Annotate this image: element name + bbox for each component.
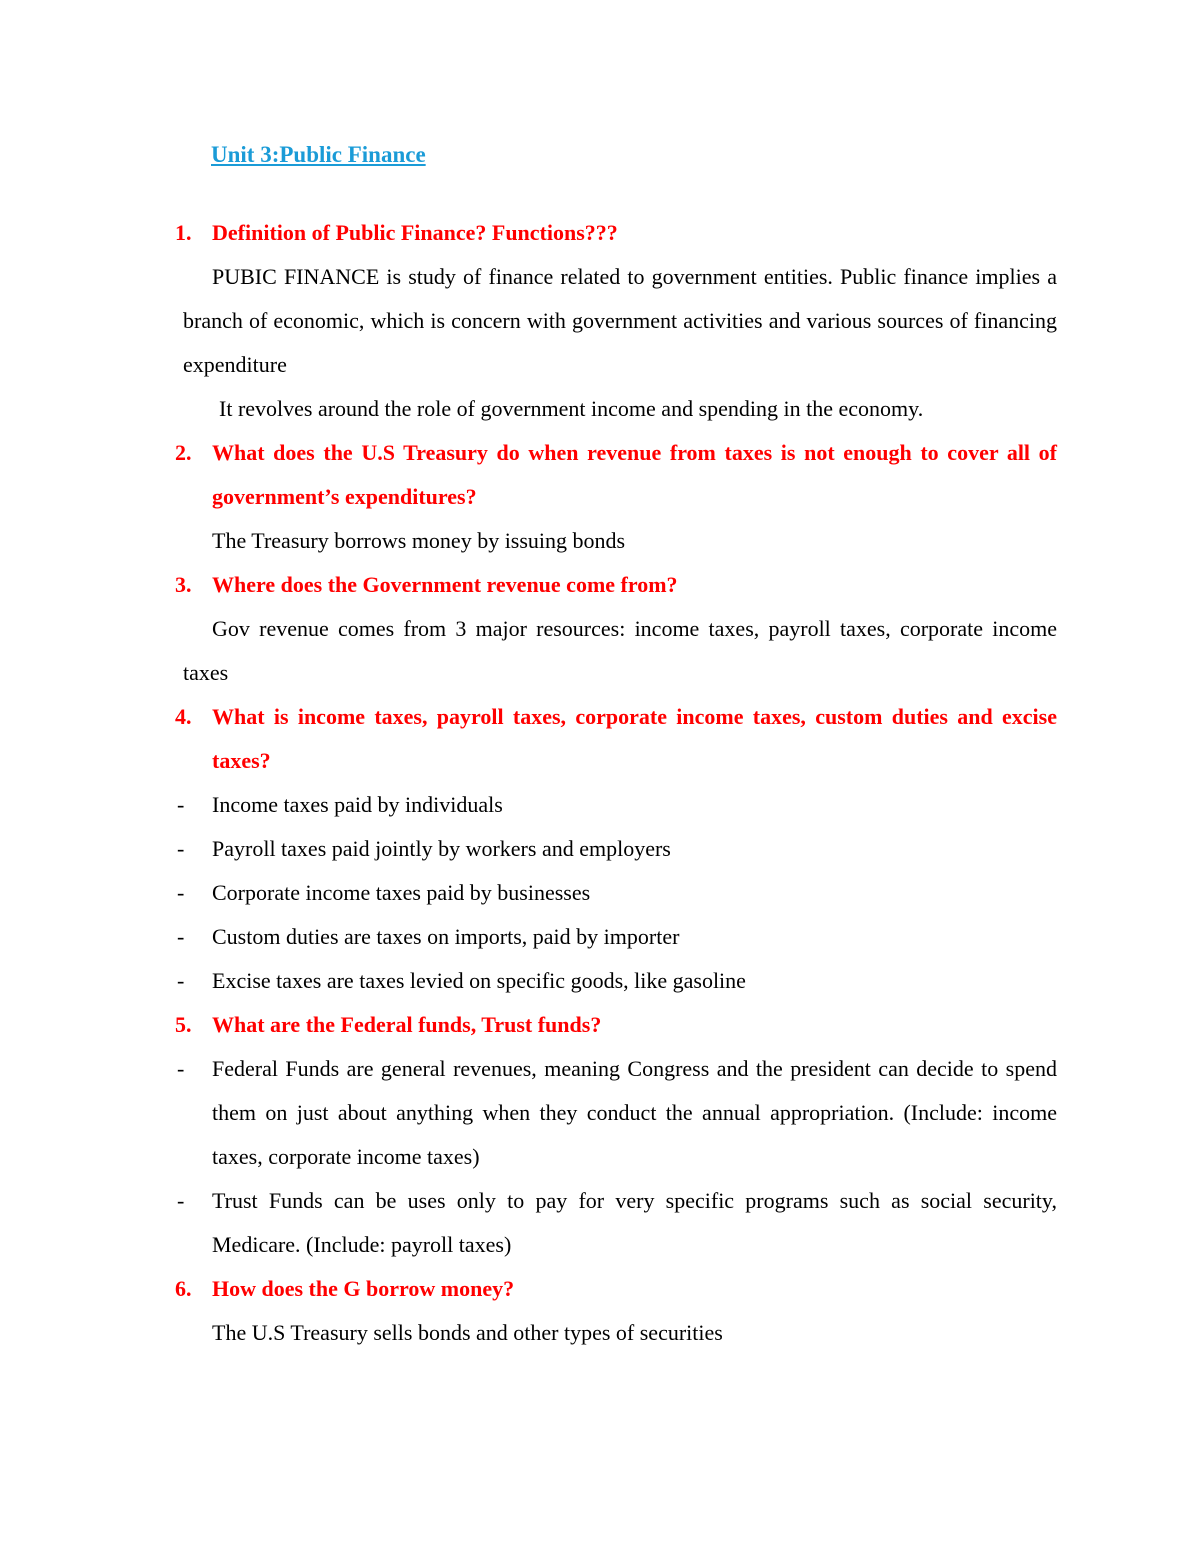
bullet-item [175,959,1057,1003]
bullet-text: Corporate income taxes paid by businesses [212,880,591,905]
bullet-text: Income taxes paid by individuals [212,792,503,817]
question-4 [175,695,1057,783]
question-6 [175,1267,1057,1311]
question-number: 3. [175,572,192,597]
question-number: 2. [175,440,192,465]
question-number: 6. [175,1276,192,1301]
bullet-dash: - [177,792,185,817]
bullet-dash: - [177,1188,185,1213]
bullet-text: Trust Funds can be uses only to pay for very specific programs such as social security, Medicare. (Include: payroll taxes) [212,1188,1057,1257]
question-text: What is income taxes, payroll taxes, corporate income taxes, custom duties and excise taxes? [212,704,1057,773]
question-5 [175,1003,1057,1047]
bullet-item [175,827,1057,871]
bullet-text: Excise taxes are taxes levied on specific goods, like gasoline [212,968,746,993]
question-text: Where does the Government revenue come from? [212,572,678,597]
bullet-text: Federal Funds are general revenues, meaning Congress and the president can decide to spend them on just about anything when they conduct the annual appropriation. (Include: income taxes, corporate income taxes) [212,1056,1057,1169]
question-text: What does the U.S Treasury do when revenue from taxes is not enough to cover all of government’s expenditures? [212,440,1057,509]
bullet-dash: - [177,836,185,861]
bullet-dash: - [177,968,185,993]
bullet-text: Payroll taxes paid jointly by workers and employers [212,836,671,861]
bullet-item [175,1179,1057,1267]
question-text: Definition of Public Finance? Functions??? [212,220,618,245]
bullet-item [175,915,1057,959]
bullet-item [175,783,1057,827]
bullet-dash: - [177,924,185,949]
answer-2: The Treasury borrows money by issuing bonds [212,528,626,553]
page-title: Unit 3:Public Finance [211,142,426,167]
question-text: How does the G borrow money? [212,1276,515,1301]
question-number: 4. [175,704,192,729]
question-1 [175,211,1057,255]
question-text: What are the Federal funds, Trust funds? [212,1012,602,1037]
question-3 [175,563,1057,607]
question-2 [175,431,1057,519]
question-number: 5. [175,1012,192,1037]
bullet-dash: - [177,1056,185,1081]
answer-1-paragraph-2: It revolves around the role of government income and spending in the economy. [219,396,924,421]
answer-1-paragraph: PUBIC FINANCE is study of finance related to government entities. Public finance implies a branch of economic, which is concern with government activities and various sources of financing expenditure [183,264,1057,377]
bullet-item [175,1047,1057,1179]
bullet-dash: - [177,880,185,905]
bullet-text: Custom duties are taxes on imports, paid by importer [212,924,680,949]
question-number: 1. [175,220,192,245]
answer-3: Gov revenue comes from 3 major resources: income taxes, payroll taxes, corporate income taxes [183,616,1057,685]
bullet-item [175,871,1057,915]
answer-6: The U.S Treasury sells bonds and other types of securities [212,1320,723,1345]
